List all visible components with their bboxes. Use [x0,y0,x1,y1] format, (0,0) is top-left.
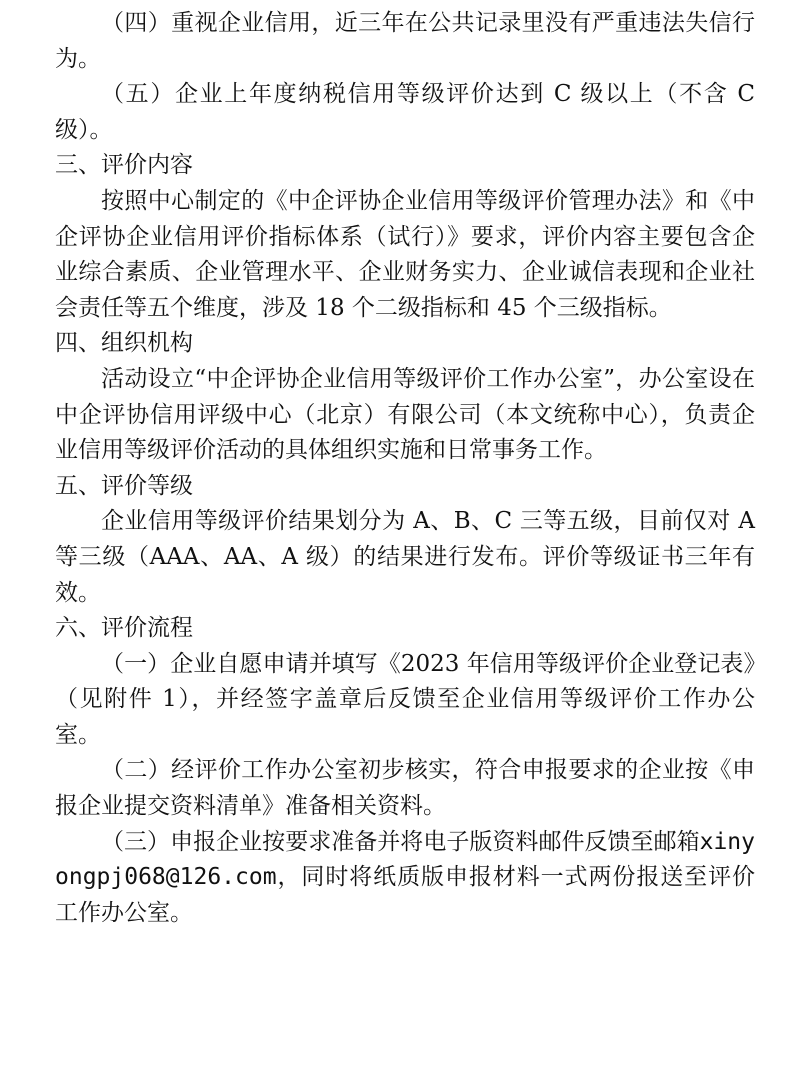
section-heading-evaluation-grade: 五、评价等级 [55,472,193,499]
process-step-3-text: （三）申报企业按要求准备并将电子版资料邮件反馈至邮箱 [101,828,700,855]
paragraph-process-step-1: （一）企业自愿申请并填写《2023 年信用等级评价企业登记表》（见附件 1），并经签字盖章后反馈至企业信用等级评价工作办公室。 [55,650,755,748]
email-address: xinyongpj068@126.com [55,828,755,891]
section-heading-evaluation-process: 六、评价流程 [55,615,193,642]
paragraph-credit-record: （四）重视企业信用，近三年在公共记录里没有严重违法失信行为。 [55,10,755,72]
paragraph-tax-credit: （五）企业上年度纳税信用等级评价达到 C 级以上（不含 C 级）。 [55,81,755,143]
section-heading-evaluation-content: 三、评价内容 [55,152,193,179]
process-step-3-text-end: ，同时将纸质版申报材料一式两份报送至评价工作办公室。 [55,864,755,926]
section-heading-organization: 四、组织机构 [55,330,193,357]
document-page [55,6,755,931]
paragraph-evaluation-content: 按照中心制定的《中企评协企业信用等级评价管理办法》和《中企评协企业信用评价指标体系（试行）》要求，评价内容主要包含企业综合素质、企业管理水平、企业财务实力、企业诚信表现和企业社会责任等五个维度，涉及 18 个二级指标和 45 个三级指标。 [55,187,755,321]
paragraph-evaluation-grade: 企业信用等级评价结果划分为 A、B、C 三等五级，目前仅对 A 等三级（AAA、AA、A 级）的结果进行发布。评价等级证书三年有效。 [55,508,755,606]
paragraph-process-step-3 [55,825,755,932]
paragraph-process-step-2: （二）经评价工作办公室初步核实，符合申报要求的企业按《申报企业提交资料清单》准备相关资料。 [55,757,755,820]
paragraph-organization: 活动设立“中企评协企业信用等级评价工作办公室”，办公室设在中企评协信用评级中心（北京）有限公司（本文统称中心），负责企业信用等级评价活动的具体组织实施和日常事务工作。 [55,365,755,464]
